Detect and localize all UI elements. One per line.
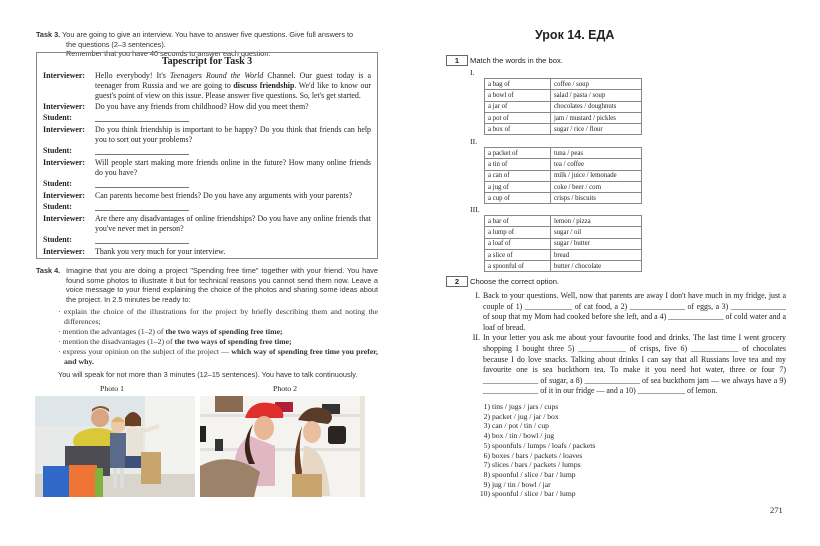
food-options: crisps / biscuits: [551, 193, 642, 204]
container-phrase: a slice of: [485, 249, 551, 260]
food-options: bread: [551, 249, 642, 260]
option-item: [478, 489, 595, 499]
container-phrase: a spoonful of: [485, 261, 551, 272]
food-options: lemon / pizza: [551, 216, 642, 227]
paragraph-number: I.: [475, 291, 480, 300]
container-phrase: a bag of: [485, 79, 551, 90]
food-options: butter / chocolate: [551, 261, 642, 272]
speaker-label: Interviewer:: [43, 191, 86, 200]
bullet-item: · explain the choice of the illustrations for the project by briefly describing them and noting the differences;: [58, 307, 378, 327]
speaker-label: Student:: [43, 235, 72, 244]
table-row: [485, 159, 642, 170]
tapescript-row: [43, 214, 371, 234]
option-item: [478, 421, 595, 431]
table-row: [485, 249, 642, 260]
task4-bullets: [36, 307, 378, 367]
option-item: [478, 470, 595, 480]
tapescript-row: [43, 158, 371, 178]
speaker-label: Student:: [43, 179, 72, 188]
speaker-line: Do you have any friends from childhood? How did you meet them?: [95, 102, 309, 111]
exercise1-number: 1: [446, 55, 468, 66]
speaker-label: Interviewer:: [43, 158, 86, 167]
table-row: [485, 112, 642, 123]
tapescript-row: [43, 179, 371, 189]
photo-friends-shopping: [200, 396, 365, 497]
exercise2-text: [470, 291, 786, 397]
option-item: [478, 441, 595, 451]
answer-line: [95, 236, 189, 244]
container-phrase: a jar of: [485, 101, 551, 112]
bullet-text: mention the disadvantages (1–2) of: [62, 337, 175, 347]
food-options: milk / juice / lemonade: [551, 170, 642, 181]
speaker-line: Can parents become best friends? Do you have any arguments with your parents?: [95, 191, 353, 200]
tapescript-row: [43, 235, 371, 245]
bullet-item: · express your opinion on the subject of the project — which way of spending free time you prefer, and why.: [58, 347, 379, 367]
bullet-item: · mention the advantages (1–2) of the two ways of spending free time;: [58, 327, 283, 337]
table-row: [485, 124, 642, 135]
container-phrase: a loaf of: [485, 238, 551, 249]
option-number: 4): [483, 431, 490, 441]
food-options: jam / mustard / pickles: [551, 112, 642, 123]
food-options: salad / pasta / soup: [551, 90, 642, 101]
speaker-label: Interviewer:: [43, 102, 86, 111]
show-name: Teenagers Round the World: [169, 71, 264, 80]
table-row: [485, 148, 642, 159]
option-number: 7): [483, 460, 490, 470]
table-row: [485, 101, 642, 112]
speaker-label: Interviewer:: [43, 214, 86, 223]
container-phrase: a cup of: [485, 193, 551, 204]
line-text: Hello everybody! It's: [95, 71, 170, 80]
container-phrase: a packet of: [485, 148, 551, 159]
option-number: 2): [483, 411, 490, 421]
food-options: tuna / peas: [551, 148, 642, 159]
table-row: [485, 181, 642, 192]
table-row: [485, 90, 642, 101]
match-table-3: [484, 215, 642, 272]
exercise1-instruction: Match the words in the box.: [470, 56, 563, 65]
speaker-label: Interviewer:: [43, 71, 86, 80]
option-item: [478, 460, 595, 470]
task3-text: the questions (2–3 sentences).: [66, 39, 166, 49]
page-number: 271: [770, 505, 783, 515]
food-options: tea / coffee: [551, 159, 642, 170]
option-number: 9): [483, 479, 490, 489]
option-text: box / tin / bowl / jug: [492, 431, 555, 441]
tapescript-row: [43, 113, 371, 123]
table-row: [485, 227, 642, 238]
answer-line: [95, 114, 189, 122]
group-numeral: II.: [470, 137, 478, 146]
bullet-bold: which way of spending free time you prefer, and why.: [64, 347, 379, 367]
paragraph: [470, 291, 786, 333]
task4-footer: You will speak for not more than 3 minutes (12–15 sentences). You have to talk continuously.: [58, 370, 358, 380]
match-table-2: [484, 147, 642, 204]
table-row: [485, 170, 642, 181]
option-number: 5): [483, 440, 490, 450]
option-item: [478, 480, 595, 490]
task3-text: Remember that you have 40 seconds to answer each question.: [66, 49, 271, 59]
option-text: can / pot / tin / cup: [492, 421, 549, 431]
topic: discuss friendship: [233, 81, 295, 90]
speaker-label: Student:: [43, 202, 72, 211]
option-text: spoonful / slice / bar / lump: [492, 489, 576, 499]
lesson-title: Урок 14. ЕДА: [535, 28, 615, 42]
task4-text: Imagine that you are doing a project "Spending free time" together with your friend. You have found some photos to illustrate it but for technical reasons you cannot send them now. Leave a voice message to your friend explaining the choice of the photos and sharing some ideas about the project. In 2.5 minutes be ready to:: [66, 266, 378, 304]
option-item: [478, 451, 595, 461]
table-row: [485, 216, 642, 227]
bullet-text: explain the choice of the illustrations for the project by briefly describing them and noting the differences;: [63, 307, 378, 327]
speaker-label: Student:: [43, 113, 72, 122]
paragraph-text: In your letter you ask me about your favourite food and drinks. The last time I went grocery shopping I bought three 5) ____________ of crisps, five 6) ____________ of chocolates because I do love snacks. Talking about drinks I can say that all Russians love tea and my favourite one is sea buckthorn tea. To make it you need hot water, three or four 7) ______________ of sugar, a 8) ______________ of sea buckthorn jam — we always have a 9) ______________ of it in our fridge — and a 10) ____________ of lemon.: [483, 333, 786, 396]
exercise2-options: [478, 402, 595, 499]
food-options: sugar / oil: [551, 227, 642, 238]
speaker-label: Interviewer:: [43, 247, 86, 256]
tapescript-row: [43, 125, 371, 145]
bullet-item: · mention the disadvantages (1–2) of the two ways of spending free time;: [58, 337, 292, 347]
container-phrase: a lump of: [485, 227, 551, 238]
tapescript-box: [36, 52, 378, 259]
option-text: slices / bars / packets / lumps: [492, 460, 581, 470]
table-row: [485, 238, 642, 249]
tapescript-row: [43, 146, 371, 156]
container-phrase: a pot of: [485, 112, 551, 123]
speaker-line: Are there any disadvantages of online friendships? Do you have any online friends that you've never met in person?: [95, 214, 371, 233]
tapescript-row: [43, 191, 371, 201]
exercise2-instruction: Choose the correct option.: [470, 277, 560, 286]
table-row: [485, 261, 642, 272]
option-text: spoonful / slice / bar / lump: [492, 469, 576, 479]
tapescript-row: [43, 202, 371, 212]
food-options: coffee / soup: [551, 79, 642, 90]
option-item: [478, 431, 595, 441]
tapescript-row: [43, 102, 371, 112]
option-item: [478, 402, 595, 412]
task3-text: You are going to give an interview. You have to answer five questions. Give full answers to: [62, 30, 354, 39]
exercise2-number: 2: [446, 276, 468, 287]
option-item: [478, 412, 595, 422]
container-phrase: a bowl of: [485, 90, 551, 101]
option-number: 1): [483, 402, 490, 411]
speaker-line: Will people start making more friends online in the future? How many online friends do you have?: [95, 158, 371, 177]
table-row: [485, 79, 642, 90]
task4-block: [36, 266, 378, 380]
option-text: jug / tin / bowl / jar: [492, 479, 551, 489]
option-text: boxes / bars / packets / loaves: [492, 450, 583, 460]
tapescript-title: Tapescript for Task 3: [161, 56, 253, 67]
photo2-label: Photo 2: [273, 384, 298, 393]
table-row: [485, 193, 642, 204]
tapescript-row: [43, 247, 371, 257]
bullet-text: express your opinion on the subject of the project —: [62, 347, 232, 357]
speaker-label: Student:: [43, 146, 72, 155]
task3-label: Task 3.: [36, 30, 61, 39]
speaker-label: Interviewer:: [43, 125, 86, 134]
tapescript-row: [43, 71, 371, 101]
line-text: . We'd like to know our guest's point of view on this issue. Please answer five questions. So, let's get started.: [95, 81, 371, 100]
paragraph: [470, 333, 786, 397]
bullet-bold: the two ways of spending free time;: [165, 327, 283, 337]
line-text: Channel. Our guest today is a teenager from Russia and we are going to: [95, 71, 371, 90]
task4-label: Task 4.: [36, 266, 61, 275]
speaker-line: Thank you very much for your interview.: [95, 247, 226, 256]
photo-family-shopping: [35, 396, 195, 497]
food-options: chocolates / doughnuts: [551, 101, 642, 112]
speaker-line: [95, 71, 371, 101]
answer-line: [95, 147, 189, 155]
option-number: 8): [483, 469, 490, 479]
group-numeral: III.: [470, 205, 480, 214]
container-phrase: a jug of: [485, 181, 551, 192]
food-options: coke / beer / corn: [551, 181, 642, 192]
option-text: packet / jug / jar / box: [492, 411, 559, 421]
bullet-bold: the two ways of spending free time;: [174, 337, 292, 347]
group-numeral: I.: [470, 68, 475, 77]
answer-line: [95, 203, 189, 211]
photo1-label: Photo 1: [100, 384, 125, 393]
option-text: tins / jugs / jars / cups: [492, 402, 559, 411]
food-options: sugar / rice / flour: [551, 124, 642, 135]
option-number: 3): [483, 421, 490, 431]
option-number: 10): [479, 489, 490, 499]
speaker-line: Do you think friendship is important to be happy? Do you think that friends can help you to sort out your problems?: [95, 125, 371, 144]
food-options: sugar / butter: [551, 238, 642, 249]
container-phrase: a bar of: [485, 216, 551, 227]
bullet-text: mention the advantages (1–2) of: [62, 327, 166, 337]
answer-line: [95, 180, 189, 188]
paragraph-text: Back to your questions. Well, now that parents are away I don't have much in my fridge, just a couple of 1) ____________ of cat food, a 2) ______________ of eggs, a 3) ______________ of soup that my Mom had cooked before she left, and a 4) ______________ of cold water and a loaf of bread.: [483, 291, 786, 332]
match-table-1: [484, 78, 642, 135]
option-text: spoonfuls / lumps / loafs / packets: [492, 440, 596, 450]
container-phrase: a tin of: [485, 159, 551, 170]
container-phrase: a box of: [485, 124, 551, 135]
paragraph-number: II.: [472, 333, 480, 343]
option-number: 6): [483, 450, 490, 460]
container-phrase: a can of: [485, 170, 551, 181]
